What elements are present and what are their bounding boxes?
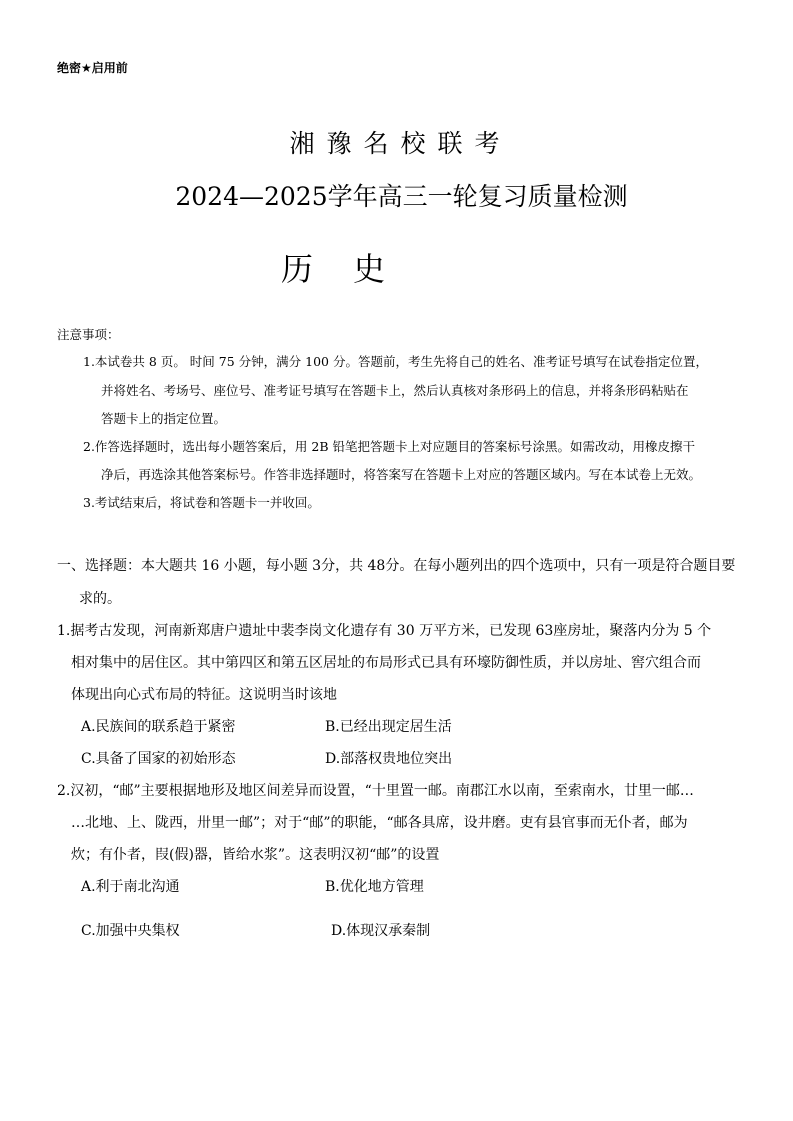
option-a: A.利于南北沟通 xyxy=(81,879,180,895)
option-d: D.体现汉承秦制 xyxy=(331,923,431,939)
section-instruction: 一、选择题：本大题共 16 小题，每小题 3分，共 48分。在每小题列出的四个选项中，只有一项是符合题目要 xyxy=(57,558,736,574)
notice-heading: 注意事项： xyxy=(57,327,120,342)
option-c: C.具备了国家的初始形态 xyxy=(81,751,236,767)
subject-title: 历史 xyxy=(281,250,426,288)
notice-line: 2.作答选择题时，选出每小题答案后，用 2B 铅笔把答题卡上对应题目的答案标号涂黑。如需改动，用橡皮擦干 xyxy=(83,439,696,454)
question-1-line: 1.据考古发现，河南新郑唐户遗址中裴李岗文化遗存有 30 万平方米，已发现 63座房址，聚落内分为 5 个 xyxy=(57,623,712,639)
section-instruction: 求的。 xyxy=(79,591,121,607)
notice-line: 答题卡上的指定位置。 xyxy=(101,411,227,426)
option-a: A.民族间的联系趋于紧密 xyxy=(81,719,236,735)
option-d: D.部落权贵地位突出 xyxy=(325,751,453,767)
option-b: B.已经出现定居生活 xyxy=(325,719,452,735)
option-b: B.优化地方管理 xyxy=(325,879,424,895)
notice-line: 并将姓名、考场号、座位号、准考证号填写在答题卡上，然后认真核对条形码上的信息，并将条形码粘贴在 xyxy=(101,383,689,398)
exam-organizer-title: 湘豫名校联考 xyxy=(289,129,512,158)
exam-title: 2024—2025学年高三一轮复习质量检测 xyxy=(175,182,628,211)
question-2-line: 2.汉初，“邮”主要根据地形及地区间差异而设置，“十里置一邮。南郡江水以南，至索南水，廿里一邮… xyxy=(57,783,694,799)
confidential-mark: 绝密★启用前 xyxy=(57,61,128,75)
notice-line: 净后，再选涂其他答案标号。作答非选择题时，将答案写在答题卡上对应的答题区域内。写在本试卷上无效。 xyxy=(101,467,702,482)
notice-line: 3.考试结束后，将试卷和答题卡一并收回。 xyxy=(83,495,320,510)
question-1-line: 相对集中的居住区。其中第四区和第五区居址的布局形式已具有环壕防御性质，并以房址、窖穴组合而 xyxy=(71,655,701,671)
question-2-line: …北地、上、陇西，卅里一邮”；对于“邮”的职能，“邮各具席，设井磨。吏有县官事而无仆者，邮为 xyxy=(71,815,688,831)
notice-line: 1.本试卷共 8 页。 时间 75 分钟，满分 100 分。答题前，考生先将自己的姓名、准考证号填写在试卷指定位置， xyxy=(83,354,708,369)
option-c: C.加强中央集权 xyxy=(81,923,180,939)
question-1-line: 体现出向心式布局的特征。这说明当时该地 xyxy=(71,687,337,703)
question-2-line: 炊；有仆者，叚(假)器，皆给水浆”。这表明汉初“邮”的设置 xyxy=(71,847,440,863)
